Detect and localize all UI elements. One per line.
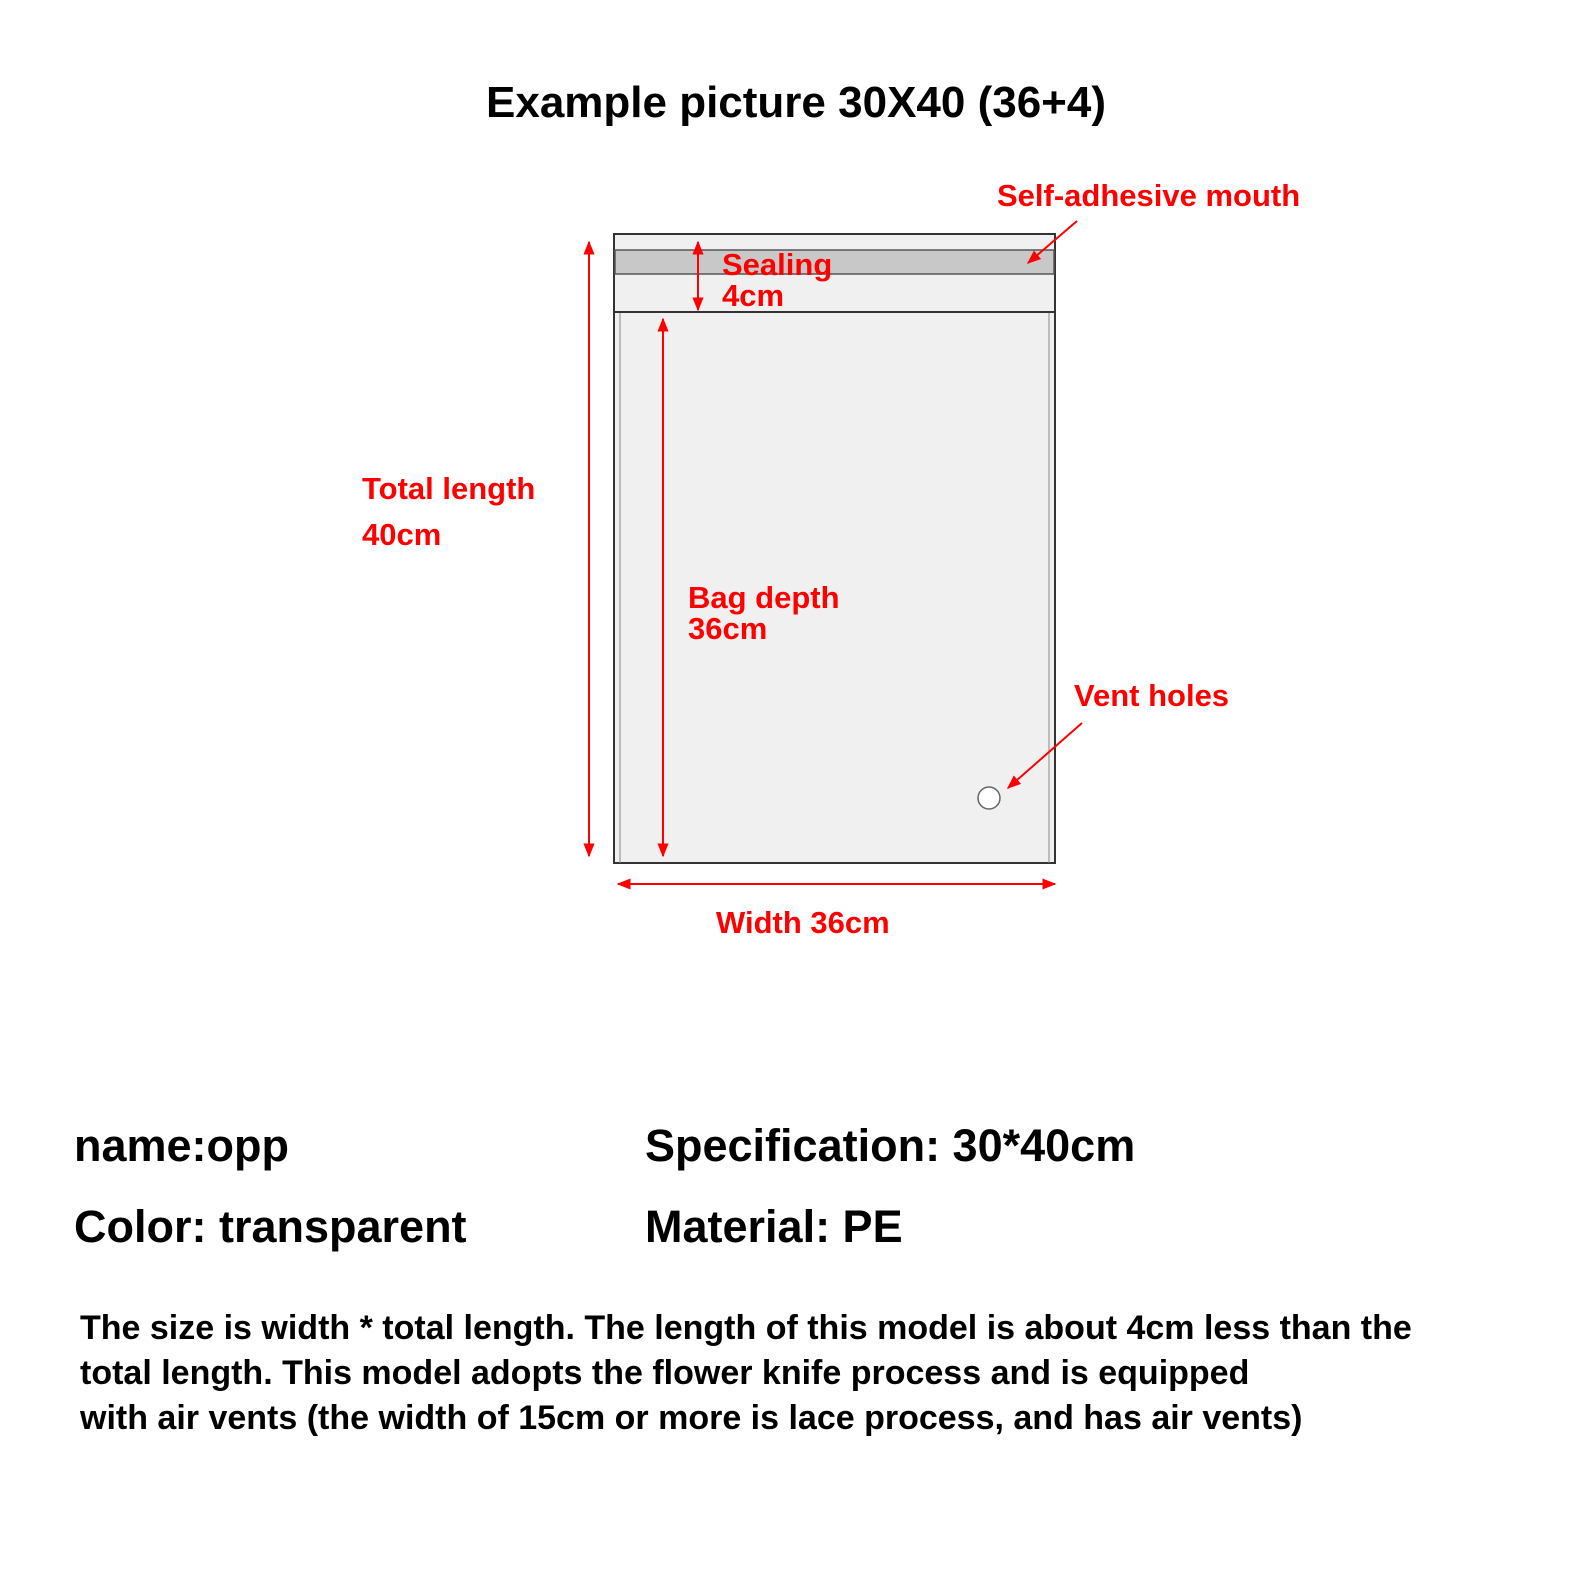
- spec-material: Material: PE: [645, 1201, 903, 1252]
- description: [80, 1306, 1550, 1441]
- sealing-label-line1: Sealing: [722, 247, 833, 282]
- sealing-label-line2: 4cm: [722, 278, 785, 313]
- width-label: Width 36cm: [716, 905, 890, 940]
- spec-specification: Specification: 30*40cm: [645, 1120, 1136, 1171]
- bag-depth-label: [688, 582, 840, 644]
- vent-holes-label: Vent holes: [1074, 678, 1230, 713]
- bag-outline: [614, 234, 1055, 863]
- adhesive-strip: [615, 250, 1054, 274]
- total-length-label: [362, 466, 535, 558]
- page-title: Example picture 30X40 (36+4): [486, 78, 1106, 127]
- spec-name: name:opp: [74, 1120, 290, 1171]
- bag-depth-label-line1: Bag depth: [688, 580, 840, 615]
- bag-depth-label-line2: 36cm: [688, 611, 768, 646]
- self-adhesive-label: Self-adhesive mouth: [997, 178, 1301, 213]
- total-length-label-line2: 40cm: [362, 517, 442, 552]
- sealing-label: [722, 249, 832, 311]
- total-length-label-line1: Total length: [362, 471, 536, 506]
- description-line-3: with air vents (the width of 15cm or more is lace process, and has air vents): [80, 1399, 1303, 1437]
- description-line-1: The size is width * total length. The length of this model is about 4cm less than the: [80, 1309, 1412, 1347]
- vent-hole: [978, 787, 1000, 809]
- spec-color: Color: transparent: [74, 1201, 467, 1252]
- description-line-2: total length. This model adopts the flower knife process and is equipped: [80, 1354, 1250, 1392]
